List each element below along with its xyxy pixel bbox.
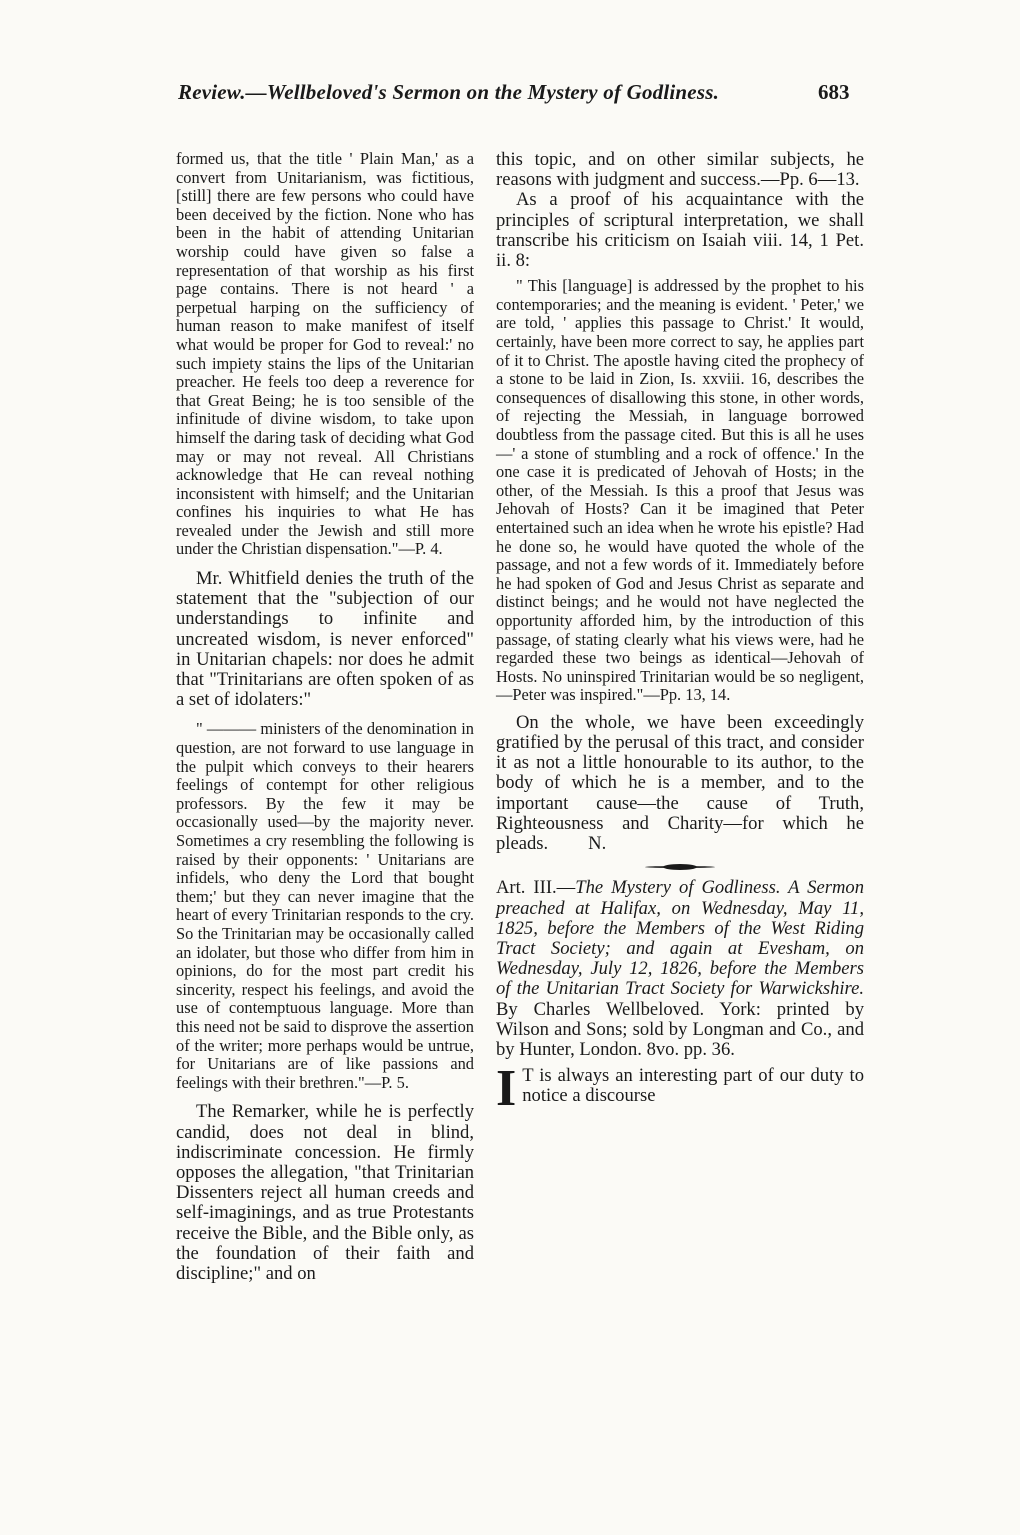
signature: N. — [588, 833, 607, 855]
ornamental-divider — [645, 864, 715, 870]
article-opening — [496, 1060, 864, 1118]
page-number: 683 — [818, 80, 850, 104]
block-quote: " ——— ministers of the denomination in question, are not forward to use language in the pulpit which conveys to their hearers feelings of contempt for other religious professors. By the few it may be occasionally used—by the majority never. Sometimes a cry resembling the following is raised by their opponents: ' Unitarians are infidels, who deny the Lord that bought them;' but they can never imagine that the heart of every Trinitarian responds to the cry. So the Trinitarian may be occasionally called an idolater, but those who differ from him in opinions, do for the most part credit his sincerity, respect his feelings, and avoid the use of contemptuous language. More than this need not be said to disprove the assertion of the writer; more perhaps would be untrue, for Unitarians are of like passions and feelings with their brethren."—P. 5. — [176, 719, 474, 1092]
opening-text: T is always an interesting part of our duty to notice a discourse — [522, 1065, 864, 1107]
running-title: Review.—Wellbeloved's Sermon on the Mystery of Godliness. — [178, 80, 720, 104]
article-imprint: By Charles Wellbeloved. York: printed by Wilson and Sons; sold by Longman and Co., and by Hunter, London. 8vo. pp. 36. — [496, 998, 864, 1060]
left-column — [176, 150, 474, 1284]
body-paragraph: Mr. Whitfield denies the truth of the statement that the "subjection of our understandings to infinite and uncreated wisdom, is never enforced" in Unitarian chapels: nor does he admit that "Trinitarians are often spoken of as a set of idolaters:" — [176, 568, 474, 711]
block-quote: " This [language] is addressed by the prophet to his contemporaries; and the meaning is evident. ' Peter,' we are told, ' applies this passage to Christ.' It would, certainly, have been more correct to say, he applies part of it to Christ. The apostle having cited the prophecy of a stone to be laid in Zion, Is. xxviii. 16, describes the consequences of disallowing this stone, in other words, of rejecting the Messiah, in language borrowed doubtless from the passage cited. But this is all he uses—' a stone of stumbling and a rock of offence.' In the one case it is predicated of Jehovah of Hosts; in the other, of the Messiah. Is this a proof that Jesus was Jehovah of Hosts? Can it be imagined that Peter entertained such an idea when he wrote his epistle? Had he done so, he would have quoted the whole of the passage, and not a few words of it. Immediately before he had spoken of God and Jesus Christ as separate and distinct beings; and he would not have neglected the opportunity afforded him, by the introduction of this passage, of stating clearly what his views were, had he regarded these two beings as identical—Jehovah of Hosts. No uninspired Trinitarian would be so negligent,—Peter was inspired."—Pp. 13, 14. — [496, 276, 864, 705]
article-title: The Mystery of Godliness. A Sermon preached at Halifax, on Wednesday, May 11, 1825, before the Members of the West Riding Tract Society; and again at Evesham, on Wednesday, July 12, 1826, before the Members of the Unitarian Tract Society for Warwickshire. — [496, 877, 864, 1000]
article-label: Art. III.— — [496, 877, 576, 899]
article-heading — [496, 878, 864, 1060]
running-header — [0, 80, 1020, 120]
body-paragraph — [496, 713, 864, 854]
quote-continuation: formed us, that the title ' Plain Man,' as a convert from Unitarianism, was fictitious, [still] there are few persons who could have been deceived by the fiction. None who has been in the habit of attending Unitarian worship could have given so false a representation of that worship as his first page contains. There is not heard ' a perpetual harping on the sufficiency of human reason to make manifest of itself what would be proper for God to reveal:' no such impiety stains the lips of the Unitarian preacher. He feels too deep a reverence for that Great Being; he is too sensible of the infinitude of divine wisdom, to take upon himself the daring task of deciding what God may or may not reveal. All Christians acknowledge that He can reveal nothing inconsistent with himself; and the Unitarian confines his inquiries to what He has revealed under the Jewish and still more under the Christian dispensation."—P. 4. — [176, 149, 474, 559]
right-column — [496, 149, 864, 1118]
body-paragraph: As a proof of his acquaintance with the principles of scriptural interpretation, we shall transcribe his criticism on Isaiah viii. 14, 1 Pet. ii. 8: — [496, 189, 864, 272]
drop-cap: I — [496, 1060, 517, 1118]
body-paragraph: this topic, and on other similar subjects, he reasons with judgment and success.—Pp. 6—13. — [496, 149, 864, 191]
closing-text: On the whole, we have been exceedingly gratified by the perusal of this tract, and consider it as not a little honourable to its author, to the body of which he is a member, and to the important cause—the cause of Truth, Righteousness and Charity—for which he pleads. — [496, 711, 864, 855]
body-paragraph: The Remarker, while he is perfectly candid, does not deal in blind, indiscriminate concession. He firmly opposes the allegation, "that Trinitarian Dissenters reject all human creeds and self-imaginings, and as true Protestants receive the Bible, and the Bible only, as the foundation of their faith and discipline;" and on — [176, 1101, 474, 1284]
